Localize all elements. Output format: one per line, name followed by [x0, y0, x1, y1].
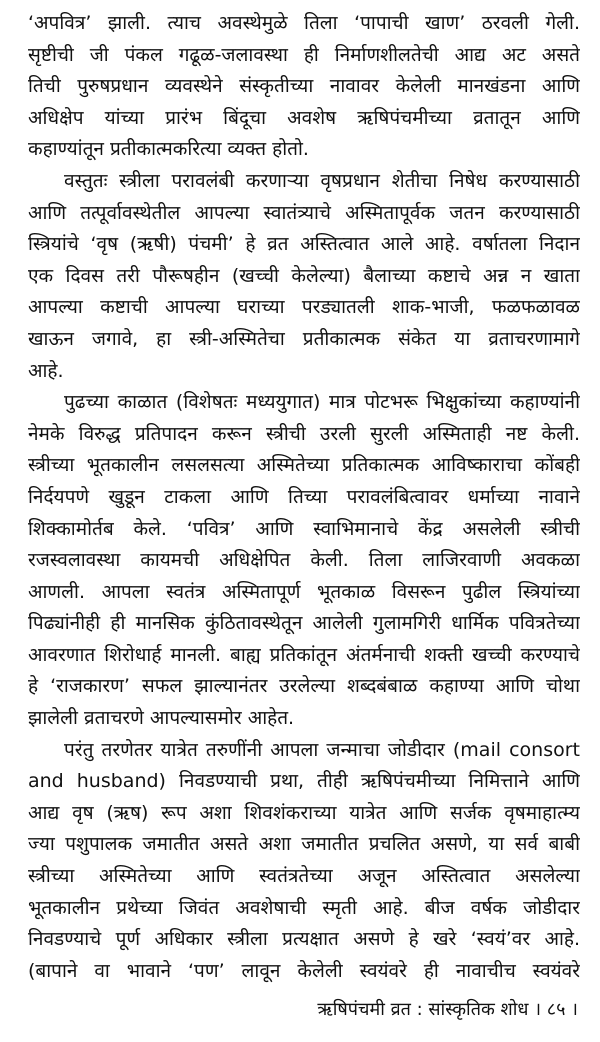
text-line: निर्दयपणे खुडून टाकला आणि तिच्या परावलंबित्वावर धर्माच्या नावाने [28, 485, 580, 508]
text-line: कहाण्यांतून प्रतीकात्मकरित्या व्यक्त होतो. [28, 138, 309, 161]
text-line: सृष्टीची जी पंकल गढूळ-जलावस्था ही निर्माणशीलतेची आद्य अट असते [28, 43, 580, 66]
text-line: स्त्रीच्या भूतकालीन लसलसत्या अस्मितेच्या प्रतिकात्मक आविष्काराचा कोंबही [28, 454, 580, 477]
text-line: (बापाने वा भावाने ‘पण’ लावून केलेली स्वयंवरे ही नावाचीच स्वयंवरे [28, 959, 580, 982]
text-line: निवडण्याचे पूर्ण अधिकार स्त्रीला प्रत्यक्षात असणे हे खरे ‘स्वयं’वर आहे. [28, 928, 580, 951]
paragraph-first-line: वस्तुतः स्त्रीला परावलंबी करणाऱ्या वृषप्रधान शेतीचा निषेध करण्यासाठी [64, 169, 580, 192]
paragraph-first-line: पुढच्या काळात (विशेषतः मध्ययुगात) मात्र पोटभरू भिक्षुकांच्या कहाण्यांनी [64, 391, 580, 414]
text-line: आपल्या कष्टाची आपल्या घराच्या परड्यातली शाक-भाजी, फळफळावळ [28, 296, 580, 319]
page-footer: ऋषिपंचमी व्रत : सांस्कृतिक शोध । ८५ । [317, 999, 578, 1020]
text-line: भूतकालीन प्रथेच्या जिवंत अवशेषाची स्मृती आहे. बीज वर्षक जोडीदार [28, 896, 580, 919]
text-line: स्त्रीच्या अस्मितेच्या आणि स्वतंत्रतेच्या अजून अस्तित्वात असलेल्या [28, 865, 580, 888]
text-line: अधिक्षेप यांच्या प्रारंभ बिंदूचा अवशेष ऋषिपंचमीच्या व्रतातून आणि [28, 106, 580, 129]
text-line: नेमके विरुद्ध प्रतिपादन करून स्त्रीची उरली सुरली अस्मिताही नष्ट केली. [28, 422, 580, 445]
text-line: स्त्रियांचे ‘वृष (ऋषी) पंचमी’ हे व्रत अस्तित्वात आले आहे. वर्षातला निदान [28, 233, 580, 256]
text-line: शिक्कामोर्तब केले. ‘पवित्र’ आणि स्वाभिमानाचे केंद्र असलेली स्त्रीची [28, 517, 580, 540]
text-line: खाऊन जगावे, हा स्त्री-अस्मितेचा प्रतीकात्मक संकेत या व्रताचरणामागे [28, 327, 580, 350]
text-line: आहे. [28, 359, 64, 382]
text-line: हे ‘राजकारण’ सफल झाल्यानंतर उरलेल्या शब्दबंबाळ कहाण्या आणि चोथा [28, 675, 580, 698]
text-line: आणली. आपला स्वतंत्र अस्मितापूर्ण भूतकाळ विसरून पुढील स्त्रियांच्या [28, 580, 580, 603]
text-line: तिची पुरुषप्रधान व्यवस्थेने संस्कृतीच्या नावावर केलेली मानखंडना आणि [28, 75, 580, 98]
text-line: झालेली व्रताचरणे आपल्यासमोर आहेत. [28, 707, 295, 730]
text-line: आद्य वृष (ऋष) रूप अशा शिवशंकराच्या यात्रेत आणि सर्जक वृषमाहात्म्य [28, 801, 580, 824]
text-line: and husband) निवडण्याची प्रथा, तीही ऋषिपंचमीच्या निमित्ताने आणि [28, 770, 580, 793]
text-line: आणि तत्पूर्वावस्थेतील आपल्या स्वातंत्र्याचे अस्मितापूर्वक जतन करण्यासाठी [28, 201, 580, 224]
text-line: एक दिवस तरी पौरूषहीन (खच्ची केलेल्या) बैलाच्या कष्टाचे अन्न न खाता [28, 264, 580, 287]
paragraph-first-line: परंतु तरणेतर यात्रेत तरुणींनी आपला जन्माचा जोडीदार (mail consort [64, 738, 580, 761]
text-line: ‘अपवित्र’ झाली. त्याच अवस्थेमुळे तिला ‘पापाची खाण’ ठरवली गेली. [28, 12, 580, 34]
text-line: पिढ्यांनीही ही मानसिक कुंठितावस्थेतून आलेली गुलामगिरी धार्मिक पवित्रतेच्या [28, 612, 580, 635]
page-body-text [28, 8, 580, 987]
text-line: आवरणात शिरोधार्ह मानली. बाह्य प्रतिकांतून अंतर्मनाची शक्ती खच्ची करण्याचे [28, 643, 580, 666]
text-line: रजस्वलावस्था कायमची अधिक्षेपित केली. तिला लाजिरवाणी अवकळा [28, 549, 580, 572]
text-line: ज्या पशुपालक जमातीत असते अशा जमातीत प्रचलित असणे, या सर्व बाबी [28, 833, 580, 856]
